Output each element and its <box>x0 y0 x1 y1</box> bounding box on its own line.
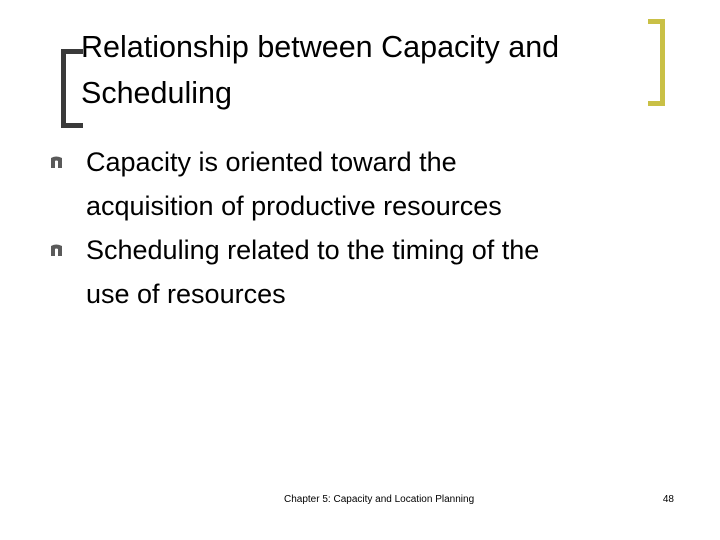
slide-title <box>81 24 651 116</box>
bullet-text-line: acquisition of productive resources <box>86 191 502 221</box>
bullet-text-line: Scheduling related to the timing of the <box>86 235 540 265</box>
page-number: 48 <box>662 494 674 505</box>
title-line: Scheduling <box>81 76 232 110</box>
bullet-list <box>48 140 688 316</box>
bullet-item <box>48 140 688 228</box>
left-bracket-decoration <box>61 49 83 128</box>
bullet-text-line: Capacity is oriented toward the <box>86 147 457 177</box>
bullet-text-line: use of resources <box>86 279 286 309</box>
slide-footer: Chapter 5: Capacity and Location Planning <box>284 494 475 505</box>
title-line: Relationship between Capacity and <box>81 30 560 64</box>
square-bullet-icon <box>50 156 63 169</box>
square-bullet-icon <box>50 244 63 257</box>
bullet-item <box>48 228 688 316</box>
